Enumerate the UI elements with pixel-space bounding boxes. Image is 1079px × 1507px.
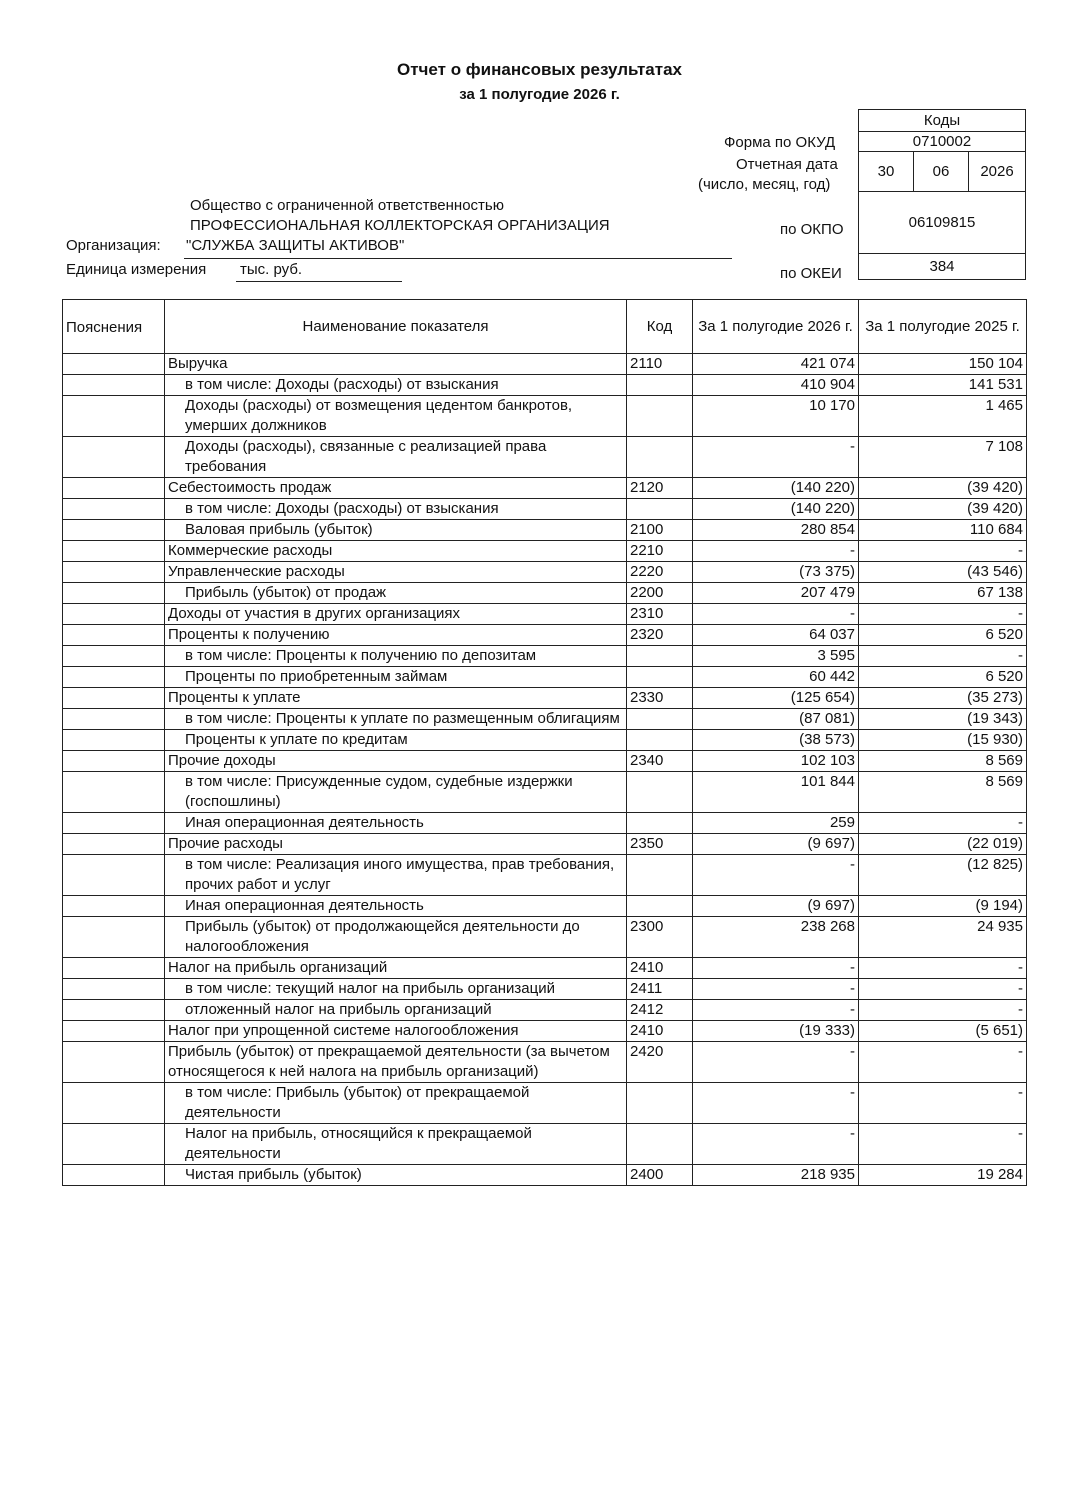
row-previous: (12 825) [859, 855, 1027, 896]
org-line-1: Общество с ограниченной ответственностью [190, 197, 504, 214]
row-notes [63, 541, 165, 562]
row-current: 218 935 [693, 1165, 859, 1186]
table-row [63, 625, 1027, 646]
table-row [63, 354, 1027, 375]
row-name: Прибыль (убыток) от продолжающейся деятельности до налогообложения [165, 917, 627, 958]
row-current: 421 074 [693, 354, 859, 375]
row-code: 2420 [627, 1042, 693, 1083]
row-notes [63, 583, 165, 604]
row-name: в том числе: текущий налог на прибыль организаций [165, 979, 627, 1000]
row-notes [63, 625, 165, 646]
row-current: (9 697) [693, 834, 859, 855]
row-current: - [693, 437, 859, 478]
row-previous: (15 930) [859, 730, 1027, 751]
row-current: - [693, 855, 859, 896]
row-name: в том числе: Реализация иного имущества, прав требования, прочих работ и услуг [165, 855, 627, 896]
row-name: Доходы от участия в других организациях [165, 604, 627, 625]
row-code: 2400 [627, 1165, 693, 1186]
row-notes [63, 855, 165, 896]
codes-box [858, 109, 1026, 280]
row-notes [63, 979, 165, 1000]
row-previous: - [859, 1042, 1027, 1083]
row-current: 259 [693, 813, 859, 834]
table-row [63, 688, 1027, 709]
row-previous: - [859, 1124, 1027, 1165]
row-name: Налог на прибыль, относящийся к прекращаемой деятельности [165, 1124, 627, 1165]
table-row [63, 1021, 1027, 1042]
row-code: 2220 [627, 562, 693, 583]
row-current: 60 442 [693, 667, 859, 688]
row-current: - [693, 1042, 859, 1083]
row-previous: 6 520 [859, 667, 1027, 688]
row-code [627, 855, 693, 896]
row-previous: (39 420) [859, 478, 1027, 499]
row-name: в том числе: Доходы (расходы) от взыскания [165, 375, 627, 396]
row-name: Иная операционная деятельность [165, 896, 627, 917]
okei-value: 384 [859, 254, 1026, 280]
okpo-value: 06109815 [859, 192, 1026, 254]
row-current: 280 854 [693, 520, 859, 541]
row-code [627, 730, 693, 751]
table-row [63, 855, 1027, 896]
table-row [63, 709, 1027, 730]
row-notes [63, 604, 165, 625]
row-name: Валовая прибыль (убыток) [165, 520, 627, 541]
row-notes [63, 396, 165, 437]
row-code: 2410 [627, 958, 693, 979]
table-row [63, 1165, 1027, 1186]
row-code [627, 772, 693, 813]
row-notes [63, 499, 165, 520]
row-current: (87 081) [693, 709, 859, 730]
org-underline [184, 258, 732, 259]
row-current: 102 103 [693, 751, 859, 772]
row-current: (19 333) [693, 1021, 859, 1042]
row-previous: - [859, 604, 1027, 625]
table-row [63, 1083, 1027, 1124]
unit-underline [236, 281, 402, 282]
row-notes [63, 1021, 165, 1042]
table-row [63, 583, 1027, 604]
row-name: Чистая прибыль (убыток) [165, 1165, 627, 1186]
row-code: 2411 [627, 979, 693, 1000]
row-previous: (35 273) [859, 688, 1027, 709]
row-notes [63, 813, 165, 834]
row-code [627, 646, 693, 667]
row-previous: 6 520 [859, 625, 1027, 646]
col-previous: За 1 полугодие 2025 г. [859, 300, 1027, 354]
table-row [63, 1124, 1027, 1165]
row-code: 2200 [627, 583, 693, 604]
row-previous: - [859, 958, 1027, 979]
row-notes [63, 437, 165, 478]
row-name: Управленческие расходы [165, 562, 627, 583]
table-row [63, 834, 1027, 855]
row-previous: 8 569 [859, 751, 1027, 772]
row-previous: - [859, 541, 1027, 562]
row-previous: - [859, 1083, 1027, 1124]
row-notes [63, 958, 165, 979]
row-notes [63, 896, 165, 917]
row-code [627, 709, 693, 730]
row-code: 2310 [627, 604, 693, 625]
unit-value: тыс. руб. [240, 261, 303, 278]
row-previous: 7 108 [859, 437, 1027, 478]
date-label-2: (число, месяц, год) [698, 176, 831, 193]
row-notes [63, 917, 165, 958]
table-row [63, 896, 1027, 917]
row-current: - [693, 1000, 859, 1021]
codes-header: Коды [859, 110, 1026, 132]
row-name: Налог при упрощенной системе налогообложения [165, 1021, 627, 1042]
row-current: (125 654) [693, 688, 859, 709]
row-code: 2210 [627, 541, 693, 562]
row-previous: 67 138 [859, 583, 1027, 604]
row-code [627, 396, 693, 437]
row-code [627, 499, 693, 520]
row-notes [63, 375, 165, 396]
okpo-label: по ОКПО [780, 221, 844, 238]
row-notes [63, 562, 165, 583]
row-name: Проценты к получению [165, 625, 627, 646]
row-current: - [693, 1124, 859, 1165]
row-code: 2412 [627, 1000, 693, 1021]
row-previous: (22 019) [859, 834, 1027, 855]
row-previous: 110 684 [859, 520, 1027, 541]
date-month: 06 [914, 152, 969, 192]
row-current: (140 220) [693, 499, 859, 520]
org-label: Организация: [66, 237, 161, 254]
row-name: Проценты к уплате [165, 688, 627, 709]
row-previous: (43 546) [859, 562, 1027, 583]
table-row [63, 646, 1027, 667]
table-row [63, 917, 1027, 958]
row-current: 3 595 [693, 646, 859, 667]
row-current: 10 170 [693, 396, 859, 437]
date-label-1: Отчетная дата [736, 156, 838, 173]
date-day: 30 [859, 152, 914, 192]
row-current: - [693, 541, 859, 562]
table-row [63, 499, 1027, 520]
row-current: (73 375) [693, 562, 859, 583]
row-name: в том числе: Проценты к уплате по размещенным облигациям [165, 709, 627, 730]
row-notes [63, 646, 165, 667]
row-notes [63, 1165, 165, 1186]
row-current: - [693, 958, 859, 979]
row-notes [63, 478, 165, 499]
date-year: 2026 [969, 152, 1026, 192]
row-current: 207 479 [693, 583, 859, 604]
row-current: - [693, 979, 859, 1000]
row-code: 2110 [627, 354, 693, 375]
row-name: Себестоимость продаж [165, 478, 627, 499]
row-notes [63, 1124, 165, 1165]
row-current: 410 904 [693, 375, 859, 396]
table-row [63, 813, 1027, 834]
row-name: в том числе: Прибыль (убыток) от прекращаемой деятельности [165, 1083, 627, 1124]
row-code [627, 1083, 693, 1124]
row-code: 2410 [627, 1021, 693, 1042]
row-previous: 24 935 [859, 917, 1027, 958]
row-notes [63, 730, 165, 751]
row-previous: - [859, 813, 1027, 834]
table-row [63, 1042, 1027, 1083]
col-current: За 1 полугодие 2026 г. [693, 300, 859, 354]
row-previous: 141 531 [859, 375, 1027, 396]
row-name: Выручка [165, 354, 627, 375]
row-name: Прочие доходы [165, 751, 627, 772]
row-notes [63, 1042, 165, 1083]
table-row [63, 375, 1027, 396]
row-previous: (39 420) [859, 499, 1027, 520]
row-name: Прочие расходы [165, 834, 627, 855]
okud-label: Форма по ОКУД [724, 134, 836, 151]
row-notes [63, 1083, 165, 1124]
report-title: Отчет о финансовых результатах [397, 60, 682, 79]
row-notes [63, 354, 165, 375]
row-code: 2300 [627, 917, 693, 958]
table-row [63, 437, 1027, 478]
table-row [63, 541, 1027, 562]
row-name: в том числе: Проценты к получению по депозитам [165, 646, 627, 667]
row-code [627, 1124, 693, 1165]
row-notes [63, 709, 165, 730]
table-row [63, 667, 1027, 688]
col-code: Код [627, 300, 693, 354]
row-code [627, 437, 693, 478]
row-code: 2120 [627, 478, 693, 499]
unit-label: Единица измерения [66, 261, 207, 278]
table-row [63, 751, 1027, 772]
col-name: Наименование показателя [165, 300, 627, 354]
org-line-3: "СЛУЖБА ЗАЩИТЫ АКТИВОВ" [186, 237, 405, 254]
org-line-2: ПРОФЕССИОНАЛЬНАЯ КОЛЛЕКТОРСКАЯ ОРГАНИЗАЦИЯ [190, 217, 610, 234]
row-name: Доходы (расходы) от возмещения цедентом банкротов, умерших должников [165, 396, 627, 437]
row-name: отложенный налог на прибыль организаций [165, 1000, 627, 1021]
row-name: в том числе: Доходы (расходы) от взыскания [165, 499, 627, 520]
row-code: 2350 [627, 834, 693, 855]
table-row [63, 979, 1027, 1000]
row-notes [63, 520, 165, 541]
row-previous: 150 104 [859, 354, 1027, 375]
row-previous: 19 284 [859, 1165, 1027, 1186]
row-code [627, 375, 693, 396]
row-current: (140 220) [693, 478, 859, 499]
table-row [63, 1000, 1027, 1021]
row-notes [63, 1000, 165, 1021]
table-row [63, 520, 1027, 541]
row-previous: (9 194) [859, 896, 1027, 917]
table-row [63, 772, 1027, 813]
row-code: 2330 [627, 688, 693, 709]
row-previous: (5 651) [859, 1021, 1027, 1042]
table-row [63, 730, 1027, 751]
table-row [63, 604, 1027, 625]
row-code: 2100 [627, 520, 693, 541]
row-code: 2320 [627, 625, 693, 646]
row-notes [63, 688, 165, 709]
row-name: Налог на прибыль организаций [165, 958, 627, 979]
row-name: Проценты к уплате по кредитам [165, 730, 627, 751]
row-code: 2340 [627, 751, 693, 772]
table-row [63, 396, 1027, 437]
row-code [627, 667, 693, 688]
table-row [63, 562, 1027, 583]
row-notes [63, 834, 165, 855]
table-row [63, 478, 1027, 499]
row-current: 64 037 [693, 625, 859, 646]
row-name: Коммерческие расходы [165, 541, 627, 562]
row-code [627, 896, 693, 917]
report-period: за 1 полугодие 2026 г. [459, 86, 620, 103]
row-name: Прибыль (убыток) от продаж [165, 583, 627, 604]
row-current: - [693, 604, 859, 625]
okud-value: 0710002 [859, 132, 1026, 152]
col-notes: Пояснения [63, 300, 165, 354]
row-current: 238 268 [693, 917, 859, 958]
row-name: Иная операционная деятельность [165, 813, 627, 834]
row-current: (38 573) [693, 730, 859, 751]
row-previous: - [859, 646, 1027, 667]
row-current: (9 697) [693, 896, 859, 917]
row-previous: - [859, 979, 1027, 1000]
row-name: Проценты по приобретенным займам [165, 667, 627, 688]
table-row [63, 958, 1027, 979]
row-previous: 1 465 [859, 396, 1027, 437]
row-name: Доходы (расходы), связанные с реализацией права требования [165, 437, 627, 478]
row-notes [63, 751, 165, 772]
row-current: 101 844 [693, 772, 859, 813]
row-previous: (19 343) [859, 709, 1027, 730]
financial-results-table [62, 299, 1027, 1186]
row-name: Прибыль (убыток) от прекращаемой деятельности (за вычетом относящегося к ней налога на прибыль организаций) [165, 1042, 627, 1083]
row-notes [63, 667, 165, 688]
row-current: - [693, 1083, 859, 1124]
row-code [627, 813, 693, 834]
row-previous: - [859, 1000, 1027, 1021]
row-notes [63, 772, 165, 813]
row-previous: 8 569 [859, 772, 1027, 813]
row-name: в том числе: Присужденные судом, судебные издержки (госпошлины) [165, 772, 627, 813]
okei-label: по ОКЕИ [780, 265, 842, 282]
